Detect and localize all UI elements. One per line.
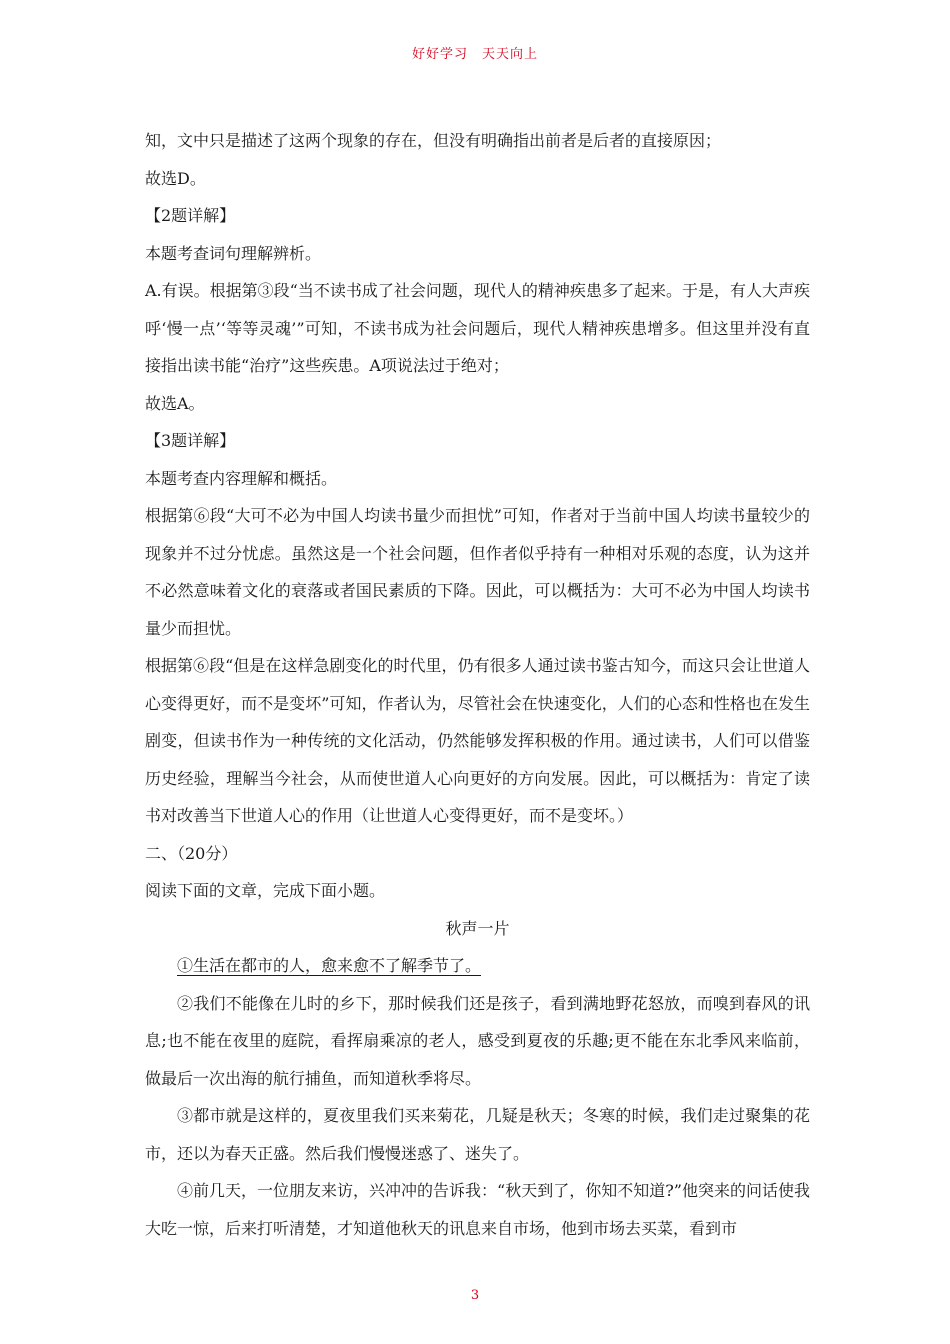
article-paragraph-4: ④前几天，一位朋友来访，兴冲冲的告诉我：“秋天到了，你知不知道?”他突来的问话使我大吃一惊，后来打听清楚，才知道他秋天的讯息来自市场，他到市场去买菜，看到市	[145, 1181, 810, 1238]
answer-line: 故选D。	[145, 168, 206, 188]
paragraph-continuation: 知，文中只是描述了这两个现象的存在，但没有明确指出前者是后者的直接原因；	[145, 131, 722, 150]
section-heading-2: 【2题详解】	[145, 206, 236, 225]
analysis-paragraph: 根据第⑥段“但是在这样急剧变化的时代里，仍有很多人通过读书鉴古知今，而这只会让世道人心变得更好，而不是变坏”可知，作者认为，尽管社会在快速变化，人们的心态和性格也在发生剧变，但读书作为一种传统的文化活动，仍然能够发挥积极的作用。通过读书，人们可以借鉴历史经验，理解当今社会，从而使世道人心向更好的方向发展。因此，可以概括为：肯定了读书对改善当下世道人心的作用（让世道人心变得更好，而不是变坏。）	[145, 656, 810, 825]
article-paragraph-2: ②我们不能像在儿时的乡下，那时候我们还是孩子，看到满地野花怒放，而嗅到春风的讯息;也不能在夜里的庭院，看挥扇乘凉的老人，感受到夏夜的乐趣;更不能在东北季风来临前，做最后一次出海的航行捕鱼，而知道秋季将尽。	[145, 993, 810, 1088]
question-topic: 本题考查内容理解和概括。	[145, 468, 338, 488]
question-topic: 本题考查词句理解辨析。	[145, 243, 322, 263]
analysis-paragraph: 根据第⑥段“大可不必为中国人均读书量少而担忧”可知，作者对于当前中国人均读书量较少的现象并不过分忧虑。虽然这是一个社会问题，但作者似乎持有一种相对乐观的态度，认为这并不必然意味着文化的衰落或者国民素质的下降。因此，可以概括为：大可不必为中国人均读书量少而担忧。	[145, 506, 810, 638]
answer-line: 故选A。	[145, 393, 205, 413]
article-paragraph-3: ③都市就是这样的，夏夜里我们买来菊花，几疑是秋天；冬寒的时候，我们走过聚集的花市，还以为春天正盛。然后我们慢慢迷惑了、迷失了。	[145, 1106, 810, 1163]
article-paragraph-1	[145, 947, 810, 985]
page-header: 好好学习 天天向上	[411, 47, 538, 62]
document-body	[145, 122, 810, 1247]
underlined-sentence: ①生活在都市的人，愈来愈不了解季节了。	[177, 956, 482, 975]
analysis-paragraph: A.有误。根据第③段“当不读书成了社会问题，现代人的精神疾患多了起来。于是，有人大声疾呼‘慢一点’‘等等灵魂’”可知，不读书成为社会问题后，现代人精神疾患增多。但这里并没有直接指出读书能“治疗”这些疾患。A项说法过于绝对；	[145, 281, 810, 375]
section-heading-3: 【3题详解】	[145, 431, 236, 450]
part-heading: 二、（20分）	[145, 843, 238, 863]
reading-instruction: 阅读下面的文章，完成下面小题。	[145, 881, 386, 900]
page-number: 3	[470, 1288, 480, 1303]
article-title: 秋声一片	[445, 918, 510, 938]
